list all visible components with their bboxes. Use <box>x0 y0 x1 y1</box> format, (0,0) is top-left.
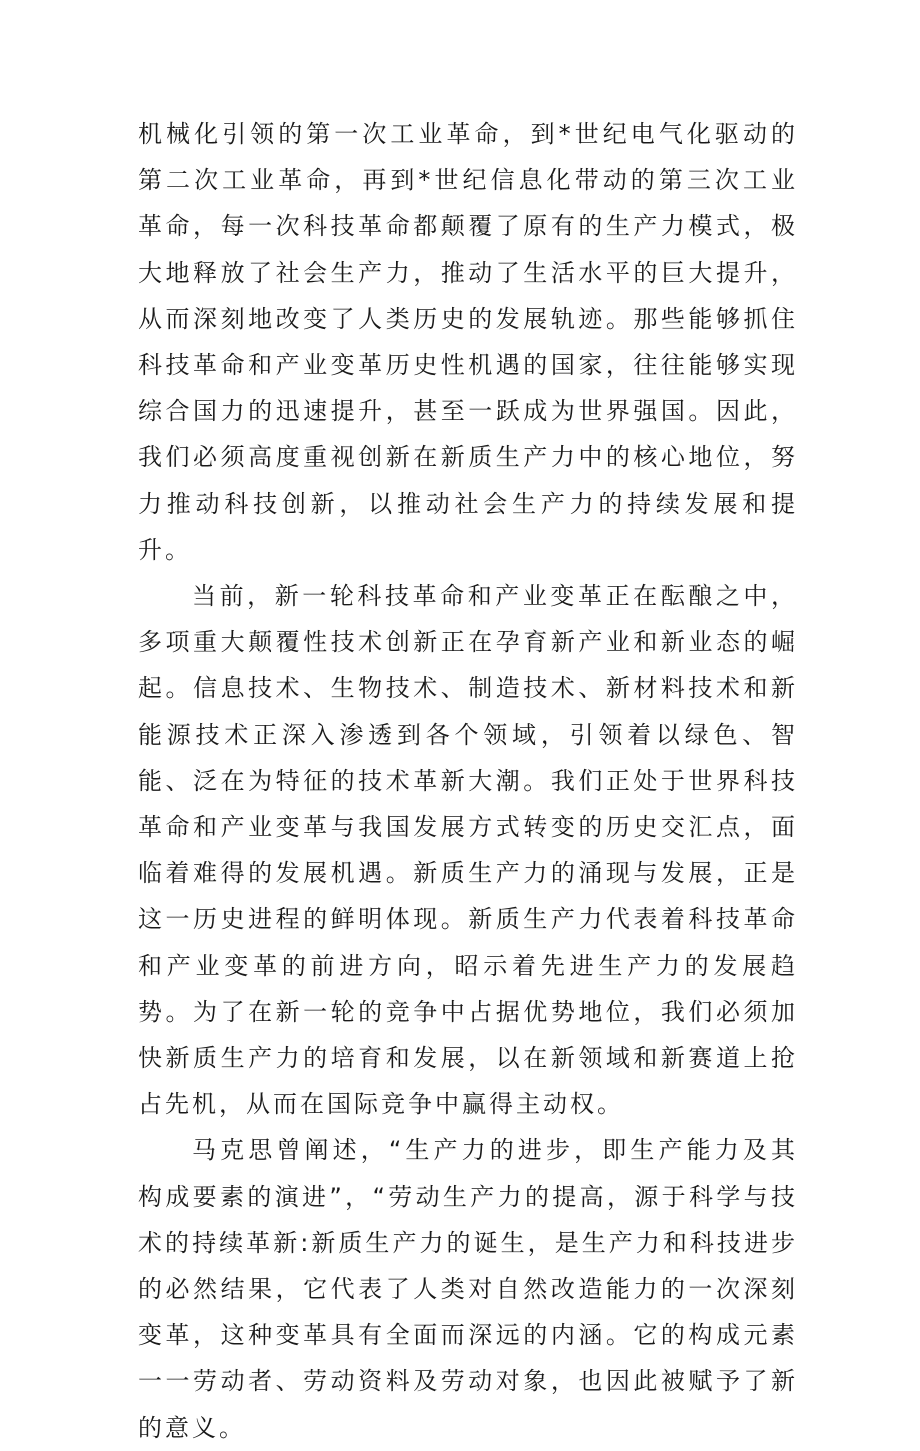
document-body <box>138 111 798 1451</box>
paragraph-1: 机械化引领的第一次工业革命，到*世纪电气化驱动的第二次工业革命，再到*世纪信息化带动的第三次工业革命，每一次科技革命都颠覆了原有的生产力模式，极大地释放了社会生产力，推动了生活水平的巨大提升，从而深刻地改变了人类历史的发展轨迹。那些能够抓住科技革命和产业变革历史性机遇的国家，往往能够实现综合国力的迅速提升，甚至一跃成为世界强国。因此，我们必须高度重视创新在新质生产力中的核心地位，努力推动科技创新，以推动社会生产力的持续发展和提升。 <box>138 120 798 564</box>
paragraph-2: 当前，新一轮科技革命和产业变革正在酝酿之中，多项重大颠覆性技术创新正在孕育新产业和新业态的崛起。信息技术、生物技术、制造技术、新材料技术和新能源技术正深入渗透到各个领域，引领着以绿色、智能、泛在为特征的技术革新大潮。我们正处于世界科技革命和产业变革与我国发展方式转变的历史交汇点，面临着难得的发展机遇。新质生产力的涌现与发展，正是这一历史进程的鲜明体现。新质生产力代表着科技革命和产业变革的前进方向，昭示着先进生产力的发展趋势。为了在新一轮的竞争中占据优势地位，我们必须加快新质生产力的培育和发展，以在新领域和新赛道上抢占先机，从而在国际竞争中赢得主动权。 <box>138 582 798 1119</box>
paragraph-3: 马克思曾阐述，“生产力的进步，即生产能力及其构成要素的演进”，“劳动生产力的提高，源于科学与技术的持续革新:新质生产力的诞生，是生产力和科技进步的必然结果，它代表了人类对自然改造能力的一次深刻变革，这种变革具有全面而深远的内涵。它的构成元素一一劳动者、劳动资料及劳动对象，也因此被赋予了新的意义。 <box>138 1136 798 1442</box>
